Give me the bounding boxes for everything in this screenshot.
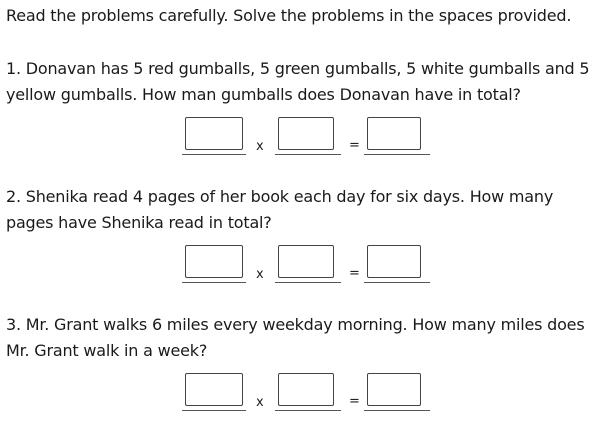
problem-1-times-sign: x bbox=[256, 139, 264, 154]
problem-2-text bbox=[6, 184, 553, 236]
problem-3-equation bbox=[0, 369, 608, 413]
answer-box[interactable] bbox=[278, 245, 334, 278]
problem-3-text bbox=[6, 312, 584, 364]
answer-box[interactable] bbox=[367, 373, 421, 406]
problem-1-product-answer[interactable] bbox=[364, 117, 430, 157]
problem-3-line-1: 3. Mr. Grant walks 6 miles every weekday morning. How many miles does bbox=[6, 315, 585, 334]
answer-box[interactable] bbox=[367, 117, 421, 150]
problem-2-factor-1-answer[interactable] bbox=[182, 245, 246, 285]
problem-1-equation bbox=[0, 113, 608, 157]
answer-line bbox=[364, 282, 430, 283]
answer-box[interactable] bbox=[185, 245, 243, 278]
problem-3-times-sign: x bbox=[256, 395, 264, 410]
problem-3-product-answer[interactable] bbox=[364, 373, 430, 413]
problem-2-line-2: pages have Shenika read in total? bbox=[6, 213, 272, 232]
answer-line bbox=[364, 410, 430, 411]
problem-3-factor-2-answer[interactable] bbox=[275, 373, 341, 413]
answer-line bbox=[275, 154, 341, 155]
problem-2-factor-2-answer[interactable] bbox=[275, 245, 341, 285]
problem-2-equation bbox=[0, 241, 608, 285]
problem-2-product-answer[interactable] bbox=[364, 245, 430, 285]
problem-3-factor-1-answer[interactable] bbox=[182, 373, 246, 413]
problem-1-factor-1-answer[interactable] bbox=[182, 117, 246, 157]
answer-line bbox=[182, 154, 246, 155]
answer-line bbox=[275, 410, 341, 411]
problem-3-equals-sign: = bbox=[349, 394, 360, 409]
instructions: Read the problems carefully. Solve the problems in the spaces provided. bbox=[6, 6, 572, 25]
answer-line bbox=[364, 154, 430, 155]
answer-box[interactable] bbox=[278, 117, 334, 150]
answer-box[interactable] bbox=[278, 373, 334, 406]
answer-box[interactable] bbox=[185, 117, 243, 150]
problem-2-times-sign: x bbox=[256, 267, 264, 282]
problem-2-line-1: 2. Shenika read 4 pages of her book each day for six days. How many bbox=[6, 187, 554, 206]
answer-line bbox=[182, 282, 246, 283]
answer-line bbox=[275, 282, 341, 283]
problem-3-line-2: Mr. Grant walk in a week? bbox=[6, 341, 208, 360]
answer-box[interactable] bbox=[185, 373, 243, 406]
problem-2-equals-sign: = bbox=[349, 266, 360, 281]
problem-1-line-1: 1. Donavan has 5 red gumballs, 5 green gumballs, 5 white gumballs and 5 bbox=[6, 59, 590, 78]
problem-1-line-2: yellow gumballs. How man gumballs does Donavan have in total? bbox=[6, 85, 521, 104]
problem-1-text bbox=[6, 56, 589, 108]
problem-1-equals-sign: = bbox=[349, 138, 360, 153]
problem-1-factor-2-answer[interactable] bbox=[275, 117, 341, 157]
answer-box[interactable] bbox=[367, 245, 421, 278]
answer-line bbox=[182, 410, 246, 411]
